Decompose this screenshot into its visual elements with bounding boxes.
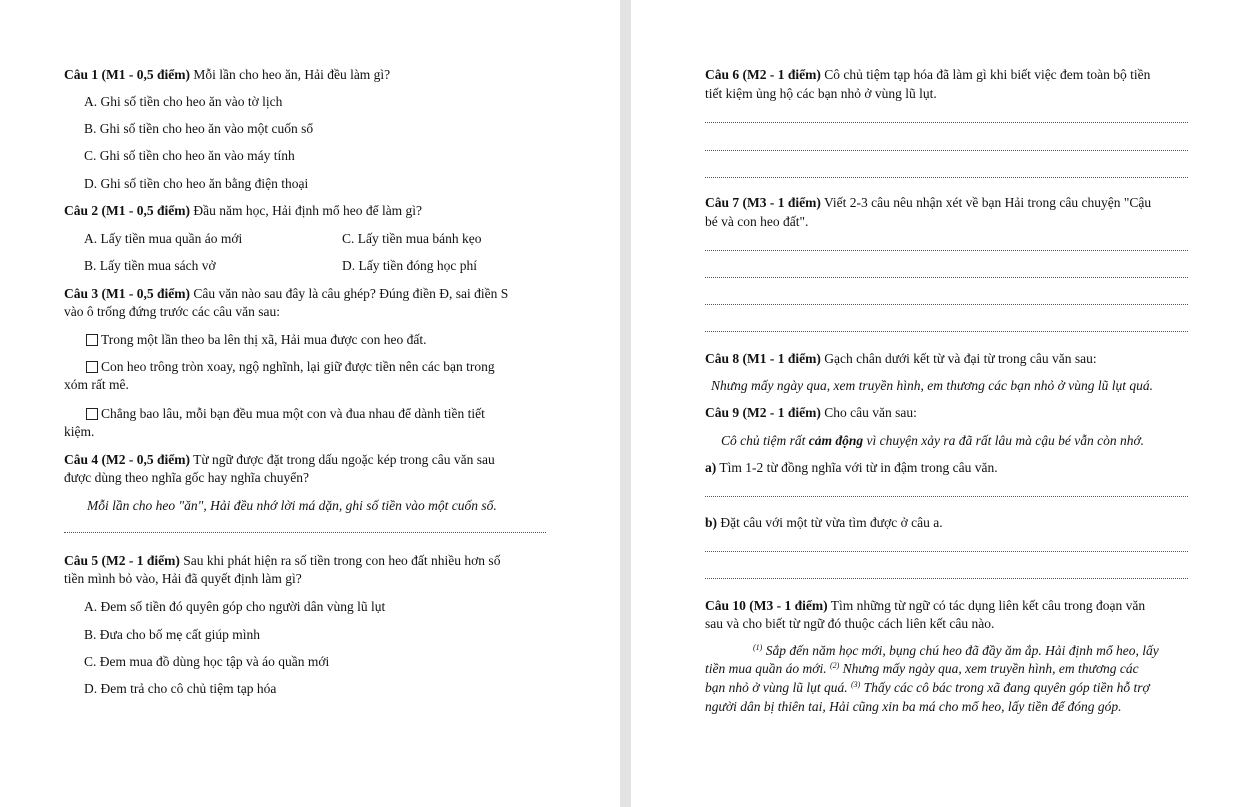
- question-10-text-line2: sau và cho biết từ ngữ đó thuộc cách liên kết câu nào.: [705, 616, 995, 631]
- question-2-option-c[interactable]: C. Lấy tiền mua bánh kẹo: [342, 231, 482, 246]
- part-a-label: a): [705, 460, 717, 475]
- question-3-item-3-text: Chẳng bao lâu, mỗi bạn đều mua một con và đua nhau để dành tiền tiết: [101, 406, 485, 421]
- question-4: [64, 451, 495, 469]
- question-3-item-1-text: Trong một lần theo ba lên thị xã, Hải mua được con heo đất.: [101, 332, 427, 347]
- question-6-text-line2: tiết kiệm ủng hộ các bạn nhỏ ở vùng lũ lụt.: [705, 86, 937, 101]
- question-5-option-d[interactable]: D. Đem trả cho cô chủ tiệm tạp hóa: [84, 681, 277, 696]
- question-1: [64, 66, 390, 84]
- question-3-item-3-continued: kiệm.: [64, 424, 95, 439]
- question-2-option-a[interactable]: A. Lấy tiền mua quần áo mới: [84, 231, 243, 246]
- question-8-text: Gạch chân dưới kết từ và đại từ trong câu văn sau:: [820, 351, 1097, 366]
- question-8-label: Câu 8 (M1 - 1 điểm): [705, 351, 821, 366]
- question-3-item-2: [86, 358, 495, 376]
- question-5-label: Câu 5 (M2 - 1 điểm): [64, 553, 180, 568]
- part-b-label: b): [705, 515, 718, 530]
- question-4-label: Câu 4 (M2 - 0,5 điểm): [64, 452, 190, 467]
- question-6-label: Câu 6 (M2 - 1 điểm): [705, 67, 821, 82]
- question-1-option-b[interactable]: B. Ghi số tiền cho heo ăn vào một cuốn sổ: [84, 121, 314, 136]
- answer-line[interactable]: [705, 331, 1188, 332]
- answer-line[interactable]: [705, 578, 1188, 579]
- passage-line-3: [705, 679, 1150, 697]
- answer-checkbox[interactable]: [86, 334, 98, 346]
- question-1-label: Câu 1 (M1 - 0,5 điểm): [64, 67, 190, 82]
- passage-text: Thấy các cô bác trong xã đang quyên góp tiền hỗ trợ: [860, 680, 1150, 695]
- passage-text: tiền mua quần áo mới.: [705, 661, 830, 676]
- question-3-label: Câu 3 (M1 - 0,5 điểm): [64, 286, 190, 301]
- question-2-text: Đầu năm học, Hải định mổ heo để làm gì?: [189, 203, 423, 218]
- question-7-text-line1: Viết 2-3 câu nêu nhận xét về bạn Hải trong câu chuyện "Cậu: [820, 195, 1152, 210]
- question-3-item-1: [86, 331, 427, 349]
- question-3-item-3: [86, 405, 485, 423]
- question-3-text-line2: vào ô trống đứng trước các câu văn sau:: [64, 304, 280, 319]
- question-1-text: Mỗi lần cho heo ăn, Hải đều làm gì?: [189, 67, 391, 82]
- question-7-label: Câu 7 (M3 - 1 điểm): [705, 195, 821, 210]
- question-2: [64, 202, 422, 220]
- question-5-text-line1: Sau khi phát hiện ra số tiền trong con heo đất nhiều hơn số: [179, 553, 501, 568]
- question-9-quote: [721, 432, 1144, 450]
- page-gutter: [620, 0, 631, 807]
- passage-text: Sắp đến năm học mới, bụng chú heo đã đầy ăm ắp. Hải định mổ heo, lấy: [762, 643, 1159, 658]
- question-5-option-c[interactable]: C. Đem mua đồ dùng học tập và áo quần mới: [84, 654, 330, 669]
- question-8-quote: Nhưng mấy ngày qua, xem truyền hình, em thương các bạn nhỏ ở vùng lũ lụt quá.: [711, 378, 1153, 393]
- answer-line[interactable]: [705, 496, 1188, 497]
- passage-line-2: [705, 660, 1139, 678]
- answer-line[interactable]: [705, 551, 1188, 552]
- question-5-option-a[interactable]: A. Đem số tiền đó quyên góp cho người dân vùng lũ lụt: [84, 599, 386, 614]
- answer-line[interactable]: [705, 250, 1188, 251]
- right-page: [631, 0, 1249, 807]
- question-7: [705, 194, 1151, 212]
- quote-text: vì chuyện xảy ra đã rất lâu mà cậu bé vẫn còn nhớ.: [863, 433, 1145, 448]
- question-3-item-2-continued: xóm rất mê.: [64, 377, 129, 392]
- question-5-option-b[interactable]: B. Đưa cho bố mẹ cất giúp mình: [84, 627, 261, 642]
- sentence-number: (2): [829, 661, 840, 670]
- sentence-number: (1): [753, 643, 763, 652]
- question-3: [64, 285, 508, 303]
- passage-line-4: người dân bị thiên tai, Hải cũng xin ba má cho mổ heo, lấy tiền để đóng góp.: [705, 699, 1122, 714]
- answer-checkbox[interactable]: [86, 361, 98, 373]
- question-3-text-line1: Câu văn nào sau đây là câu ghép? Đúng điền Đ, sai điền S: [189, 286, 509, 301]
- answer-line[interactable]: [705, 277, 1188, 278]
- question-1-option-a[interactable]: A. Ghi số tiền cho heo ăn vào tờ lịch: [84, 94, 283, 109]
- question-10-label: Câu 10 (M3 - 1 điểm): [705, 598, 828, 613]
- question-3-item-2-text: Con heo trông tròn xoay, ngộ nghĩnh, lại giữ được tiền nên các bạn trong: [101, 359, 495, 374]
- question-2-option-b[interactable]: B. Lấy tiền mua sách vở: [84, 258, 216, 273]
- question-4-quote: Mỗi lần cho heo "ăn", Hải đều nhớ lời má dặn, ghi số tiền vào một cuốn sổ.: [87, 498, 497, 513]
- question-5-text-line2: tiền mình bỏ vào, Hải đã quyết định làm gì?: [64, 571, 302, 586]
- question-1-option-d[interactable]: D. Ghi số tiền cho heo ăn bằng điện thoại: [84, 176, 309, 191]
- passage-text: bạn nhỏ ở vùng lũ lụt quá.: [705, 680, 851, 695]
- passage-text: Nhưng mấy ngày qua, xem truyền hình, em thương các: [839, 661, 1139, 676]
- answer-line[interactable]: [705, 122, 1188, 123]
- quote-text: Cô chủ tiệm rất: [721, 433, 809, 448]
- question-1-option-c[interactable]: C. Ghi số tiền cho heo ăn vào máy tính: [84, 148, 295, 163]
- question-4-text-line2: được dùng theo nghĩa gốc hay nghĩa chuyển?: [64, 470, 310, 485]
- answer-checkbox[interactable]: [86, 408, 98, 420]
- answer-line[interactable]: [705, 304, 1188, 305]
- question-8: [705, 350, 1097, 368]
- answer-line[interactable]: [705, 177, 1188, 178]
- answer-line[interactable]: [64, 532, 546, 533]
- part-b-text: Đặt câu với một từ vừa tìm được ở câu a.: [717, 515, 943, 530]
- answer-line[interactable]: [705, 150, 1188, 151]
- question-9-part-a: [705, 459, 998, 477]
- question-2-option-d[interactable]: D. Lấy tiền đóng học phí: [342, 258, 477, 273]
- passage-line-1: [753, 642, 1159, 660]
- bold-word: cảm động: [808, 433, 864, 448]
- sentence-number: (3): [850, 680, 861, 689]
- question-5: [64, 552, 500, 570]
- question-9-label: Câu 9 (M2 - 1 điểm): [705, 405, 821, 420]
- question-10: [705, 597, 1145, 615]
- left-page: [0, 0, 620, 807]
- question-6-text-line1: Cô chủ tiệm tạp hóa đã làm gì khi biết việc đem toàn bộ tiền: [820, 67, 1151, 82]
- question-9-text: Cho câu văn sau:: [820, 405, 917, 420]
- part-a-text: Tìm 1-2 từ đồng nghĩa với từ in đậm trong câu văn.: [716, 460, 998, 475]
- question-2-label: Câu 2 (M1 - 0,5 điểm): [64, 203, 190, 218]
- question-9: [705, 404, 917, 422]
- question-10-text-line1: Tìm những từ ngữ có tác dụng liên kết câu trong đoạn văn: [827, 598, 1146, 613]
- question-7-text-line2: bé và con heo đất".: [705, 214, 809, 229]
- question-9-part-b: [705, 514, 943, 532]
- question-6: [705, 66, 1150, 84]
- question-4-text-line1: Từ ngữ được đặt trong dấu ngoặc kép trong câu văn sau: [189, 452, 495, 467]
